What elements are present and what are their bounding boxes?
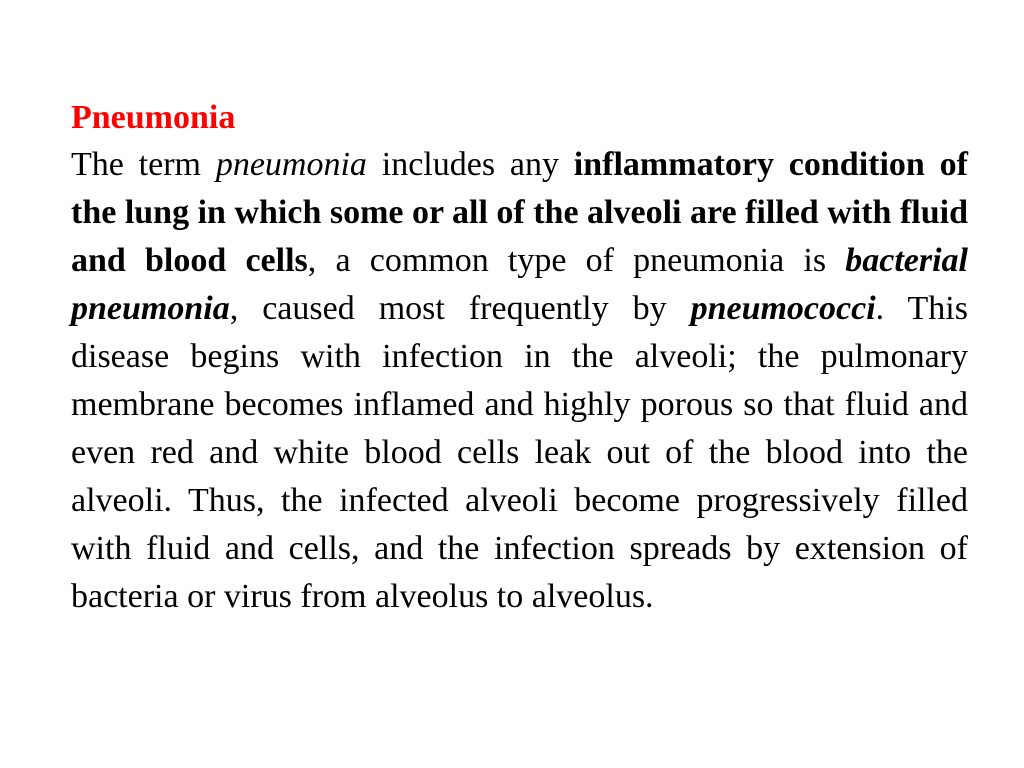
slide-content [71,95,968,621]
body-paragraph [71,141,968,621]
italic-term-pneumonia: pneumonia [215,146,367,183]
bold-definition: inflammatory condition of the lung in which some or all of the alveoli are filled with fluid and blood cells [71,146,968,279]
text-run-7: , caused most frequently by [229,290,691,327]
bold-italic-pneumococci: pneumococci [690,290,876,327]
text-run-3: includes any [366,146,574,183]
slide-title: Pneumonia [71,99,236,136]
text-run-1: The term [71,146,216,183]
text-run-9: . This disease begins with infection in the alveoli; the pulmonary membrane becomes inflamed and highly porous so that fluid and even red and white blood cells leak out of the blood into the alveoli. Thus, the infected alveoli become progressively filled with fluid and cells, and the infection spreads by extension of bacteria or virus from alveolus to alveolus. [71,290,968,615]
text-run-5: , a common type of pneumonia is [307,242,846,279]
bold-italic-bacterial-pneumonia: bacterial pneumonia [71,242,969,327]
